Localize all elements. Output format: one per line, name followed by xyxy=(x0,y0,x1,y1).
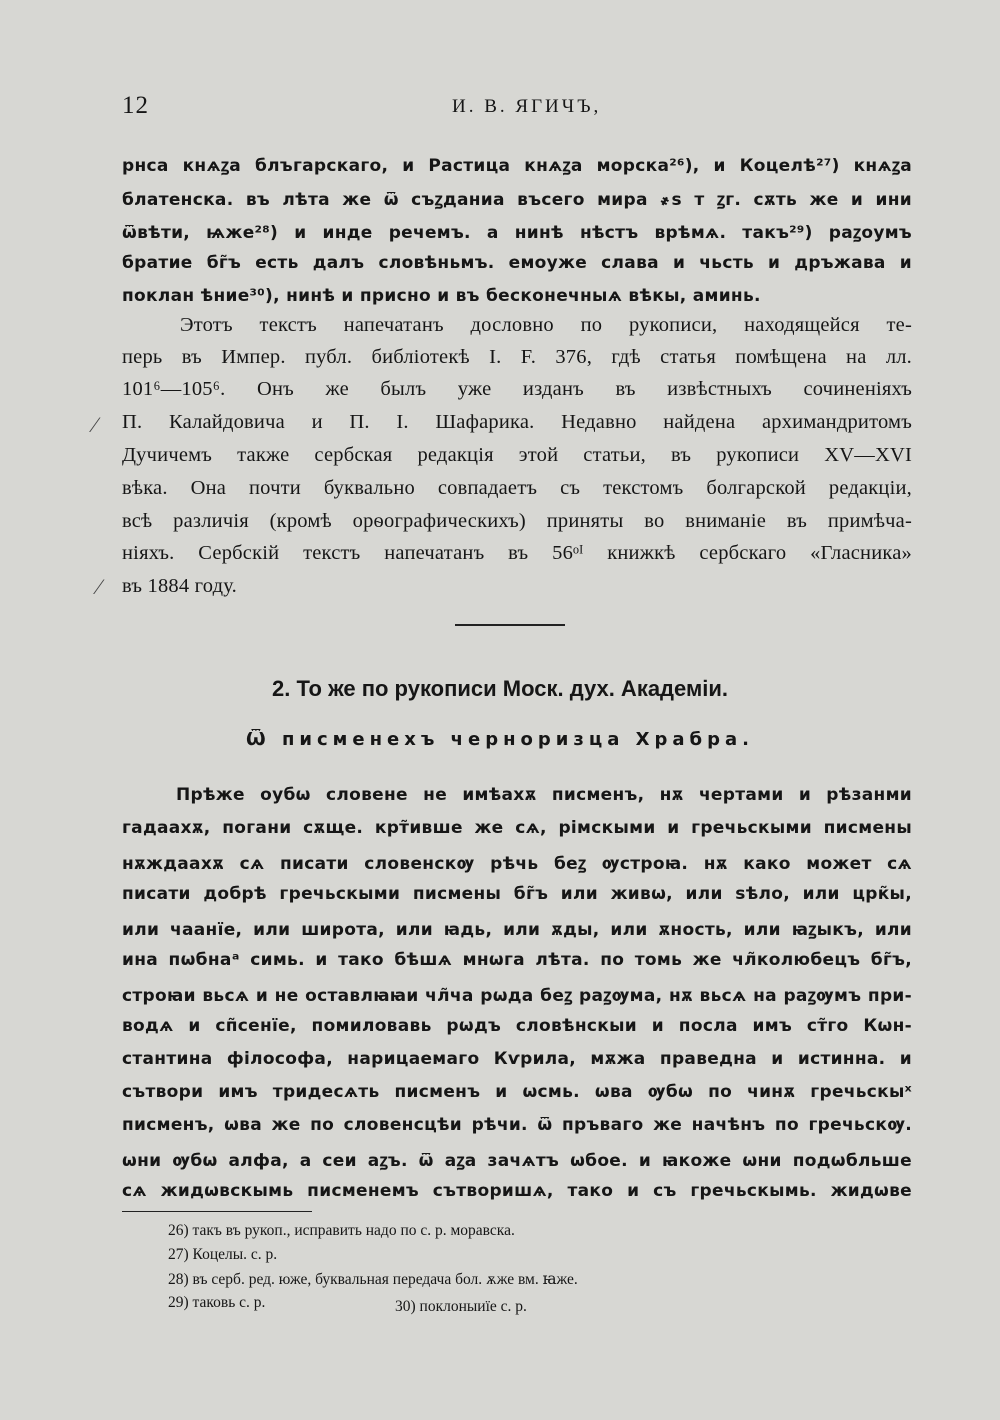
cs-body-line: нѫждаахѫ сѧ писати словенскѹ рѣчь беꙁ ѹстроꙗ. нѫ како может сѧ xyxy=(122,854,912,874)
cs-body-line: сътвори имъ тридесѧть писменъ и ѡсмь. ѡва ѹбѡ по чинѫ гречьскыˣ xyxy=(122,1082,912,1102)
pencil-mark: ⁄ xyxy=(93,412,97,437)
ru-paragraph-line: Дучичемъ также сербская редакція этой статьи, въ рукописи XV—XVI xyxy=(122,444,912,466)
cs-body-line: писати добрѣ гречьскыми писмены бг̃ъ или живѡ, или ѕѣло, или црк̃ы, xyxy=(122,884,912,904)
ru-paragraph-line: въ 1884 году. xyxy=(122,575,237,597)
section-divider xyxy=(455,624,565,626)
ru-paragraph-line: Этотъ текстъ напечатанъ дословно по рукописи, находящейся те- xyxy=(180,314,912,336)
cs-body-line: писменъ, ѡва же по словенсцѣи рѣчи. ѿ пръваго же начѣнъ по гречьскѹ. xyxy=(122,1115,912,1135)
cs-top-line: поклан ѣние³⁰), нинѣ и присно и въ бесконечныѧ вѣкы, аминь. xyxy=(122,286,761,306)
cs-top-line: ѿвѣти, ѩже²⁸) и инде речемъ. а нинѣ нѣстъ врѣмѧ. такъ²⁹) раꙁоумъ xyxy=(122,223,912,243)
ru-paragraph-line: 101⁶—105⁶. Онъ же былъ уже изданъ въ извѣстныхъ сочиненіяхъ xyxy=(122,378,912,400)
cs-top-line: братие бг̃ъ есть далъ словѣньмъ. емоуже слава и чьсть и дръжава и xyxy=(122,253,912,273)
page-header xyxy=(122,92,902,132)
footnote: 30) поклоныиїе с. р. xyxy=(395,1298,527,1315)
cs-body-line: или чаанїе, или широта, или ꙗдь, или ѫды, или ѫность, или ꙗꙁыкъ, или xyxy=(122,920,912,940)
cs-body-line: сѧ жидѡвскымь писменемъ сътворишѧ, тако и съ гречьскымь. жидѡве xyxy=(122,1181,912,1201)
footnote: 27) Коцелы. с. р. xyxy=(168,1246,278,1263)
cs-body-line: ѡни ѹбѡ алфа, а сеи аꙁъ. ѿ аꙁа зачѧтъ ѡбое. и ꙗкоже ѡни подѡбльше xyxy=(122,1151,912,1171)
cs-body-line: строꙗи вьсѧ и не оставлꙗꙗи чл̃ча рѡда беꙁ раꙁѹма, нѫ вьсѧ на раꙁѹмъ при- xyxy=(122,986,912,1006)
ru-paragraph-line: перь въ Импер. публ. библіотекѣ I. F. 376, гдѣ статья помѣщена на лл. xyxy=(122,346,912,368)
cs-body-line: гадаахѫ, погани сѫще. крт̃ивше же сѧ, рiмскыми и гречьскыми писмены xyxy=(122,818,912,838)
text-subtitle: Ѿ писменехъ черноризца Храбра. xyxy=(246,729,754,750)
ru-paragraph-line: П. Калайдовича и П. I. Шафарика. Недавно найдена архимандритомъ xyxy=(122,411,912,433)
footnote: 26) такъ въ рукоп., исправить надо по с. р. моравска. xyxy=(168,1222,515,1239)
cs-body-line: Прѣже оубѡ словене не имѣахѫ писменъ, нѫ чертами и рѣзанми xyxy=(176,785,912,805)
footnote: 29) таковь с. р. xyxy=(168,1294,266,1311)
running-head: И. В. ЯГИЧЪ, xyxy=(452,96,602,117)
section-title: 2. То же по рукописи Моск. дух. Академіи. xyxy=(272,676,728,701)
ru-paragraph-line: вѣка. Она почти буквально совпадаетъ съ текстомъ болгарской редакціи, xyxy=(122,477,912,499)
footnote: 28) въ серб. ред. юже, буквальная передача бол. ѫже вм. ꙗже. xyxy=(168,1271,578,1288)
cs-body-line: водѧ и сп̃сенїе, помиловавь рѡдъ словѣнскыи и посла имъ ст̃го Кѡн- xyxy=(122,1016,912,1036)
ru-paragraph-line: всѣ различія (кромѣ орѳографическихъ) приняты во вниманіе въ примѣча- xyxy=(122,510,912,532)
cs-body-line: ина пѡбнаᵃ симь. и тако бѣшѧ мнѡга лѣта. по томь же чл̃колюбецъ бг̃ъ, xyxy=(122,950,912,970)
pencil-mark: ⁄ xyxy=(97,574,101,599)
footnote-rule xyxy=(122,1211,312,1212)
cs-top-line: блатенска. въ лѣта же ѿ съꙁданиа въсего мира ҂ѕ т ꙁг. сѫть же и ини xyxy=(122,190,912,210)
ru-paragraph-line: ніяхъ. Сербскій текстъ напечатанъ въ 56ᵒᴵ книжкѣ сербскаго «Гласника» xyxy=(122,542,912,564)
cs-top-line: рнса кнѧꙁа блъгарскаго, и Растица кнѧꙁа морска²⁶), и Коцелѣ²⁷) кнѧꙁа xyxy=(122,156,912,176)
cs-body-line: стантина фiлософа, нарицаемаго Кѵрила, мѫжа праведна и истинна. и xyxy=(122,1049,912,1069)
page-number: 12 xyxy=(122,92,149,119)
